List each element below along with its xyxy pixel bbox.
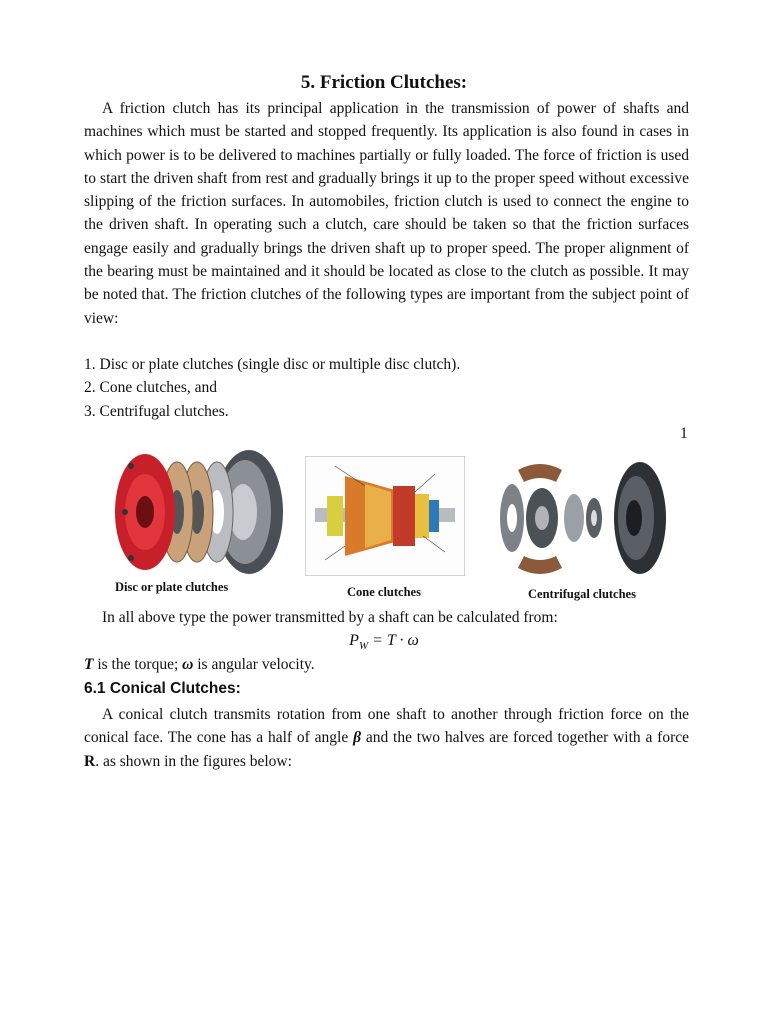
power-formula: $P_W = T \cdot \omega$	[349, 632, 419, 653]
conical-text: and the two halves are forced together with a force	[361, 729, 689, 747]
beta-symbol: β	[353, 729, 362, 747]
list-item: 1. Disc or plate clutches (single disc or multiple disc clutch).	[84, 356, 461, 373]
force-symbol: R	[84, 752, 96, 770]
conical-paragraph	[84, 703, 689, 773]
intro-text: A friction clutch has its principal application in the transmission of power of shafts and machines which must be started and stopped frequently. Its application is also found in cases in which power is to be delivered to machines partially or fully loaded. The force of friction is used to start the driven shaft from rest and gradually brings it up to the proper speed without excessive slipping of the friction surfaces. In automobiles, friction clutch is used to connect the engine to the driven shaft. In operating such a clutch, care should be taken so that the friction surfaces engage easily and gradually brings the driven shaft up to proper speed. The proper alignment of the bearing must be maintained and it should be located as close to the clutch as possible. It may be noted that. The friction clutches of the following types are important from the subject point of view:	[84, 100, 689, 327]
conical-text: A conical clutch transmits rotation from one shaft to another through friction force on the conical face. The cone has a half of angle	[84, 706, 689, 747]
intro-paragraph	[84, 97, 689, 330]
torque-text: is the torque;	[93, 656, 183, 673]
disc-plate-clutch-illustration	[113, 446, 285, 578]
clutch-type-list	[84, 353, 689, 423]
conical-text: . as shown in the figures below:	[95, 752, 292, 770]
torque-symbol: T	[84, 656, 94, 673]
page-title: 5. Friction Clutches:	[300, 72, 468, 93]
list-item: 3. Centrifugal clutches.	[84, 402, 229, 420]
figure-caption: Disc or plate clutches	[115, 580, 229, 594]
page-number: 1	[680, 425, 688, 442]
omega-text: is angular velocity.	[193, 656, 315, 673]
cone-clutch-cutaway-illustration	[305, 456, 465, 576]
centrifugal-clutch-exploded-illustration	[490, 456, 670, 582]
section-heading: 6.1 Conical Clutches:	[84, 680, 241, 697]
list-item: 2. Cone clutches, and	[84, 379, 218, 397]
omega-symbol: ω	[182, 656, 194, 673]
figure-caption: Centrifugal clutches	[528, 587, 636, 601]
definitions-line	[84, 656, 315, 674]
figure-caption: Cone clutches	[347, 585, 421, 599]
power-intro-line: In all above type the power transmitted by a shaft can be calculated from:	[102, 609, 558, 626]
